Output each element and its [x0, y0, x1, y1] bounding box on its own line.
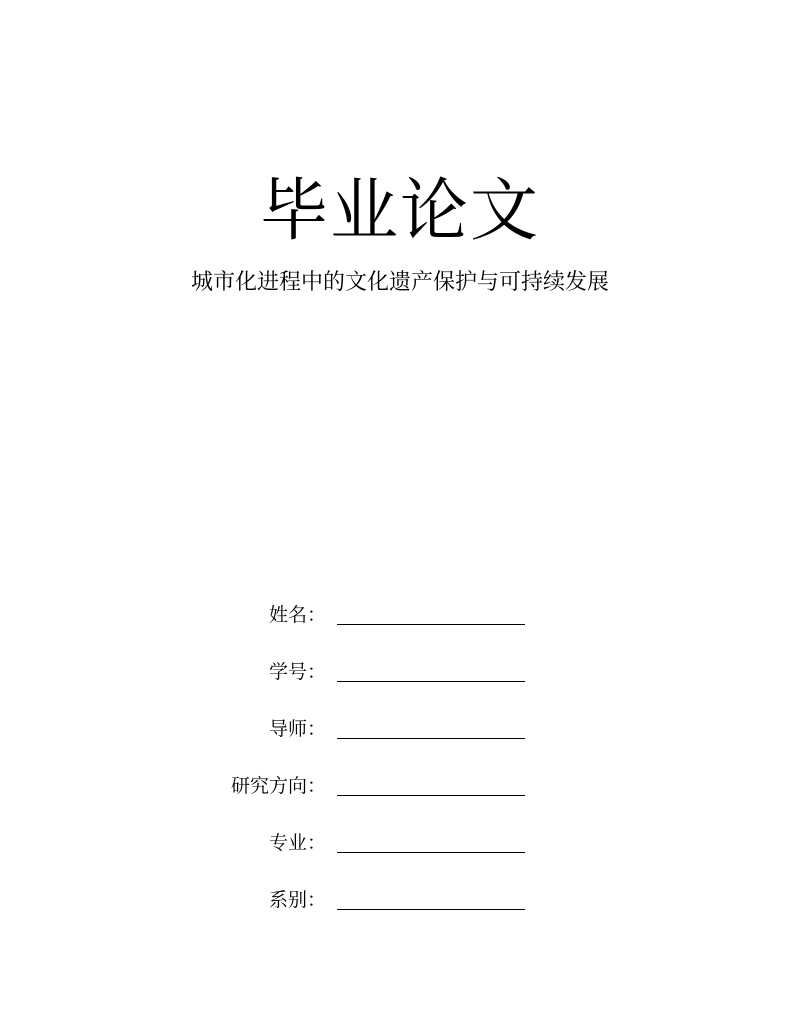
thesis-subtitle: 城市化进程中的文化遗产保护与可持续发展 — [190, 270, 609, 295]
field-blank-major — [337, 852, 525, 853]
field-label-name: 姓名： — [268, 604, 326, 626]
field-row-advisor — [0, 712, 800, 769]
field-row-major — [0, 826, 800, 883]
field-label-department: 系别： — [268, 889, 326, 911]
field-row-name — [0, 598, 800, 655]
info-fields — [0, 598, 800, 940]
field-label-advisor: 导师： — [268, 718, 326, 740]
field-row-research-direction — [0, 769, 800, 826]
field-blank-department — [337, 909, 525, 910]
field-label-major: 专业： — [268, 832, 326, 854]
page-title: 毕业论文 — [259, 172, 540, 251]
field-blank-student-id — [337, 681, 525, 682]
field-blank-research-direction — [337, 795, 525, 796]
field-label-student-id: 学号： — [268, 661, 326, 683]
field-blank-name — [337, 624, 525, 625]
field-label-research-direction: 研究方向： — [230, 775, 326, 797]
field-row-student-id — [0, 655, 800, 712]
field-blank-advisor — [337, 738, 525, 739]
field-row-department — [0, 883, 800, 940]
